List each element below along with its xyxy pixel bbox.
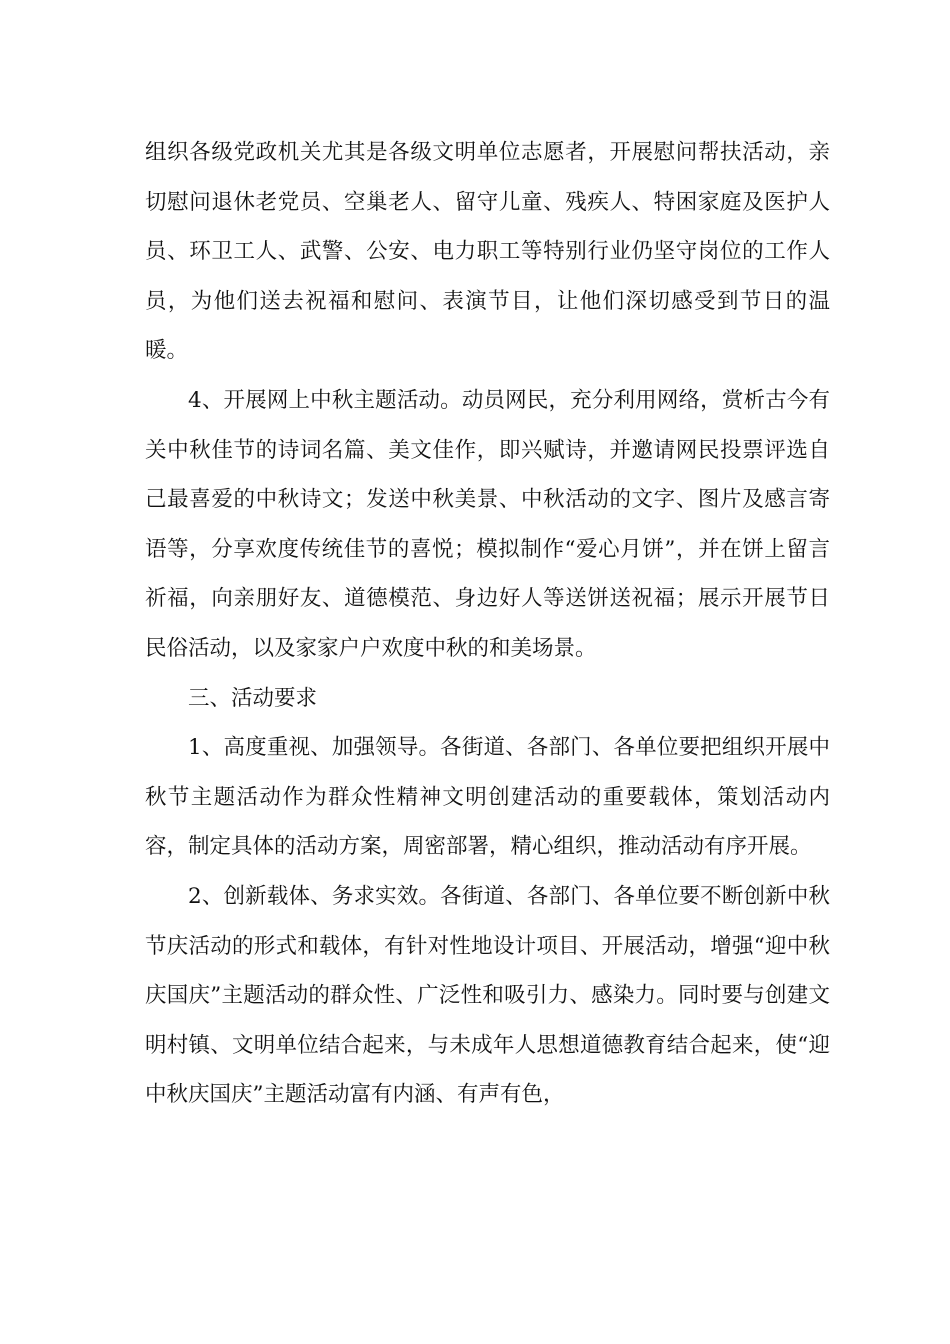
document-page — [145, 128, 830, 1120]
paragraph-online-activity: 4、开展网上中秋主题活动。动员网民，充分利用网络，赏析古今有关中秋佳节的诗词名篇、美文佳作，即兴赋诗，并邀请网民投票评选自己最喜爱的中秋诗文；发送中秋美景、中秋活动的文字、图片及感言寄语等，分享欢度传统佳节的喜悦；模拟制作“爱心月饼”，并在饼上留言祈福，向亲朋好友、道德模范、身边好人等送饼送祝福；展示开展节日民俗活动，以及家家户户欢度中秋的和美场景。 — [145, 387, 830, 661]
section-heading-requirements: 三、活动要求 — [188, 685, 318, 711]
paragraph-continuation: 组织各级党政机关尤其是各级文明单位志愿者，开展慰问帮扶活动，亲切慰问退休老党员、空巢老人、留守儿童、残疾人、特困家庭及医护人员、环卫工人、武警、公安、电力职工等特别行业仍坚守岗位的工作人员，为他们送去祝福和慰问、表演节目，让他们深切感受到节日的温暖。 — [145, 140, 830, 364]
paragraph-requirement-2: 2、创新载体、务求实效。各街道、各部门、各单位要不断创新中秋节庆活动的形式和载体，有针对性地设计项目、开展活动，增强“迎中秋庆国庆”主题活动的群众性、广泛性和吸引力、感染力。同时要与创建文明村镇、文明单位结合起来，与未成年人思想道德教育结合起来，使“迎中秋庆国庆”主题活动富有内涵、有声有色， — [145, 883, 830, 1108]
paragraph-requirement-1: 1、高度重视、加强领导。各街道、各部门、各单位要把组织开展中秋节主题活动作为群众性精神文明创建活动的重要载体，策划活动内容，制定具体的活动方案，周密部署，精心组织，推动活动有序开展。 — [145, 735, 830, 860]
